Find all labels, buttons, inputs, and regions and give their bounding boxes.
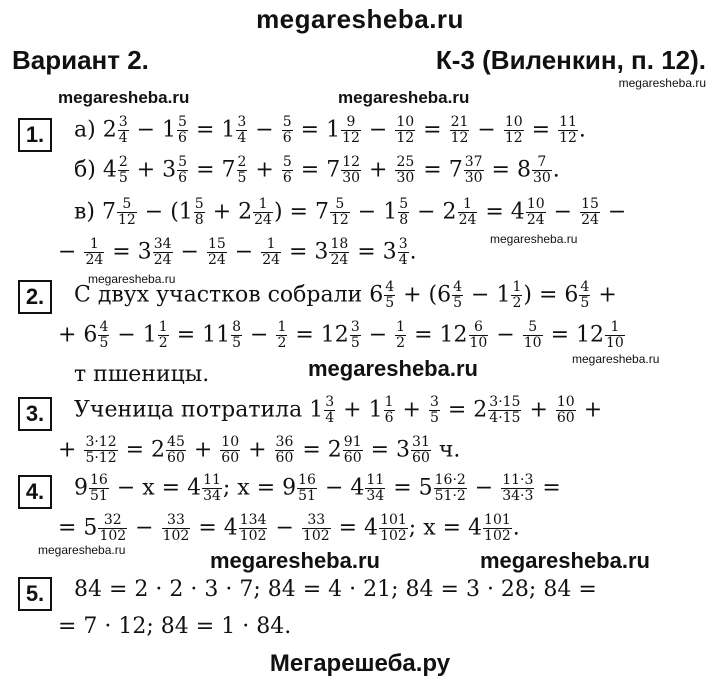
solution-line: = 7 · 12; 84 = 1 · 84.	[58, 614, 292, 639]
fraction: $\frac{18}{24}$	[330, 236, 349, 268]
watermark-top: megaresheba.ru	[256, 4, 464, 34]
fraction: $\frac{11\cdot 3}{34\cdot 3}$	[502, 472, 534, 504]
fraction: $\frac{11}{34}$	[203, 472, 221, 504]
test-reference: К-3 (Виленкин, п. 12).	[435, 45, 706, 75]
fraction: $\frac{3}{5}$	[429, 394, 439, 426]
fraction: $\frac{1}{6}$	[384, 394, 394, 426]
watermark: megaresheba.ru	[210, 548, 380, 573]
fraction: $\frac{5}{12}$	[117, 196, 136, 228]
fraction: $\frac{16}{51}$	[298, 472, 316, 504]
fraction: $\frac{25}{30}$	[396, 154, 415, 186]
watermark: megaresheba.ru	[490, 232, 578, 246]
fraction: $\frac{1}{24}$	[262, 236, 281, 268]
variant-title: Вариант 2.	[12, 45, 149, 75]
fraction: $\frac{11}{12}$	[559, 114, 577, 146]
fraction: $\frac{32}{102}$	[99, 512, 127, 544]
footer-site-name: Мегарешеба.ру	[269, 650, 451, 677]
fraction: $\frac{134}{102}$	[239, 512, 267, 544]
watermark: megaresheba.ru	[338, 88, 470, 107]
fraction: $\frac{5}{6}$	[282, 154, 292, 186]
watermark: megaresheba.ru	[38, 543, 126, 557]
watermark: megaresheba.ru	[618, 76, 706, 90]
fraction: $\frac{21}{12}$	[450, 114, 469, 146]
fraction: $\frac{1}{24}$	[458, 196, 477, 228]
fraction: $\frac{37}{30}$	[464, 154, 483, 186]
fraction: $\frac{10}{60}$	[556, 394, 575, 426]
fraction: $\frac{3}{4}$	[118, 114, 128, 146]
solution-line: + $\frac{3\cdot 12}{5\cdot 12}$ = 2 $\frac{45}{60}$ + $\frac{10}{60}$ + $\frac{36}{60}$ = 2 $\frac{91}{60}$ = 3 $\frac{31}{60}$ ч.	[58, 434, 461, 466]
problem-number-box: 3.	[18, 397, 52, 431]
fraction: $\frac{1}{2}$	[396, 319, 406, 351]
fraction: $\frac{36}{60}$	[275, 434, 294, 466]
solution-line: а) 2 $\frac{3}{4}$ − 1 $\frac{5}{6}$ = 1 $\frac{3}{4}$ − $\frac{5}{6}$ = 1 $\frac{9}{12}$ − $\frac{10}{12}$ = $\frac{21}{12}$ − $\frac{10}{12}$ = $\frac{11}{12}$ .	[74, 114, 586, 146]
problem-number-box: 5.	[18, 577, 52, 611]
fraction: $\frac{3}{4}$	[237, 114, 247, 146]
fraction: $\frac{15}{24}$	[581, 196, 599, 228]
fraction: $\frac{33}{102}$	[162, 512, 190, 544]
fraction: $\frac{2}{5}$	[118, 154, 128, 186]
solution-line: 9 $\frac{16}{51}$ − x = 4 $\frac{11}{34}$ ; x = 9 $\frac{16}{51}$ − 4 $\frac{11}{34}$ = 5 $\frac{16\cdot 2}{51\cdot 2}$ − $\frac{11\cdot 3}{34\cdot 3}$ =	[74, 472, 561, 504]
watermark: megaresheba.ru	[88, 272, 176, 286]
solution-line: Ученица потратила 1 $\frac{3}{4}$ + 1 $\frac{1}{6}$ + $\frac{3}{5}$ = 2 $\frac{3\cdot 15}{4\cdot 15}$ + $\frac{10}{60}$ +	[74, 394, 603, 426]
fraction: $\frac{5}{6}$	[178, 154, 188, 186]
fraction: $\frac{101}{102}$	[380, 512, 407, 544]
fraction: $\frac{10}{60}$	[221, 434, 240, 466]
fraction: $\frac{1}{24}$	[254, 196, 272, 228]
fraction: $\frac{3\cdot 12}{5\cdot 12}$	[85, 434, 117, 466]
fraction: $\frac{6}{10}$	[469, 319, 488, 351]
fraction: $\frac{9}{12}$	[342, 114, 360, 146]
fraction: $\frac{34}{24}$	[153, 236, 172, 268]
watermark: megaresheba.ru	[572, 352, 660, 366]
solution-line: т пшеницы.	[74, 362, 210, 387]
solution-line: + 6 $\frac{4}{5}$ − 1 $\frac{1}{2}$ = 11 $\frac{8}{5}$ − $\frac{1}{2}$ = 12 $\frac{3}{5}$ − $\frac{1}{2}$ = 12 $\frac{6}{10}$ − $\frac{5}{10}$ = 12 $\frac{1}{10}$	[58, 319, 624, 351]
fraction: $\frac{2}{5}$	[237, 154, 247, 186]
fraction: $\frac{5}{8}$	[399, 196, 409, 228]
fraction: $\frac{1}{2}$	[277, 319, 287, 351]
fraction: $\frac{11}{34}$	[366, 472, 385, 504]
fraction: $\frac{1}{24}$	[85, 236, 104, 268]
fraction: $\frac{3}{4}$	[398, 236, 408, 268]
fraction: $\frac{101}{102}$	[484, 512, 511, 544]
fraction: $\frac{5}{6}$	[282, 114, 292, 146]
fraction: $\frac{12}{30}$	[342, 154, 361, 186]
fraction: $\frac{45}{60}$	[167, 434, 185, 466]
solution-line: = 5 $\frac{32}{102}$ − $\frac{33}{102}$ = 4 $\frac{134}{102}$ − $\frac{33}{102}$ = 4 $\frac{101}{102}$ ; x = 4 $\frac{101}{102}$ .	[58, 512, 520, 544]
fraction: $\frac{1}{10}$	[606, 319, 624, 351]
fraction: $\frac{4}{5}$	[580, 279, 590, 311]
fraction: $\frac{31}{60}$	[412, 434, 430, 466]
watermark: megaresheba.ru	[308, 356, 478, 381]
fraction: $\frac{4}{5}$	[453, 279, 463, 311]
fraction: $\frac{5}{8}$	[194, 196, 204, 228]
fraction: $\frac{7}{30}$	[532, 154, 551, 186]
fraction: $\frac{5}{10}$	[523, 319, 542, 351]
fraction: $\frac{10}{12}$	[396, 114, 415, 146]
fraction: $\frac{3\cdot 15}{4\cdot 15}$	[489, 394, 521, 426]
fraction: $\frac{8}{5}$	[232, 319, 242, 351]
fraction: $\frac{91}{60}$	[343, 434, 362, 466]
fraction: $\frac{4}{5}$	[385, 279, 395, 311]
watermark: megaresheba.ru	[58, 88, 190, 107]
fraction: $\frac{33}{102}$	[302, 512, 330, 544]
solution-line: в) 7 $\frac{5}{12}$ − (1 $\frac{5}{8}$ + 2 $\frac{1}{24}$ ) = 7 $\frac{5}{12}$ − 1 $\frac{5}{8}$ − 2 $\frac{1}{24}$ = 4 $\frac{10}{24}$ − $\frac{15}{24}$ −	[74, 196, 627, 228]
fraction: $\frac{16\cdot 2}{51\cdot 2}$	[434, 472, 466, 504]
watermark: megaresheba.ru	[480, 548, 650, 573]
solution-line: − $\frac{1}{24}$ = 3 $\frac{34}{24}$ − $\frac{15}{24}$ − $\frac{1}{24}$ = 3 $\frac{18}{24}$ = 3 $\frac{3}{4}$ .	[58, 236, 417, 268]
fraction: $\frac{4}{5}$	[99, 319, 109, 351]
fraction: $\frac{1}{2}$	[512, 279, 522, 311]
solution-line: С двух участков собрали 6 $\frac{4}{5}$ + (6 $\frac{4}{5}$ − 1 $\frac{1}{2}$ ) = 6 $\frac{4}{5}$ +	[74, 279, 617, 311]
solution-line: б) 4 $\frac{2}{5}$ + 3 $\frac{5}{6}$ = 7 $\frac{2}{5}$ + $\frac{5}{6}$ = 7 $\frac{12}{30}$ + $\frac{25}{30}$ = 7 $\frac{37}{30}$ = 8 $\frac{7}{30}$ .	[74, 154, 560, 186]
fraction: $\frac{15}{24}$	[207, 236, 226, 268]
problem-number-box: 1.	[18, 118, 52, 152]
fraction: $\frac{16}{51}$	[90, 472, 108, 504]
fraction: $\frac{10}{24}$	[526, 196, 545, 228]
problem-number-box: 4.	[18, 475, 52, 509]
fraction: $\frac{10}{12}$	[504, 114, 523, 146]
fraction: $\frac{1}{2}$	[158, 319, 168, 351]
fraction: $\frac{3}{5}$	[350, 319, 360, 351]
fraction: $\frac{3}{4}$	[325, 394, 335, 426]
solution-line: 84 = 2 · 2 · 3 · 7; 84 = 4 · 21; 84 = 3 · 28; 84 =	[74, 577, 597, 602]
fraction: $\frac{5}{6}$	[178, 114, 187, 146]
problem-number-box: 2.	[18, 280, 52, 314]
fraction: $\frac{5}{12}$	[330, 196, 349, 228]
